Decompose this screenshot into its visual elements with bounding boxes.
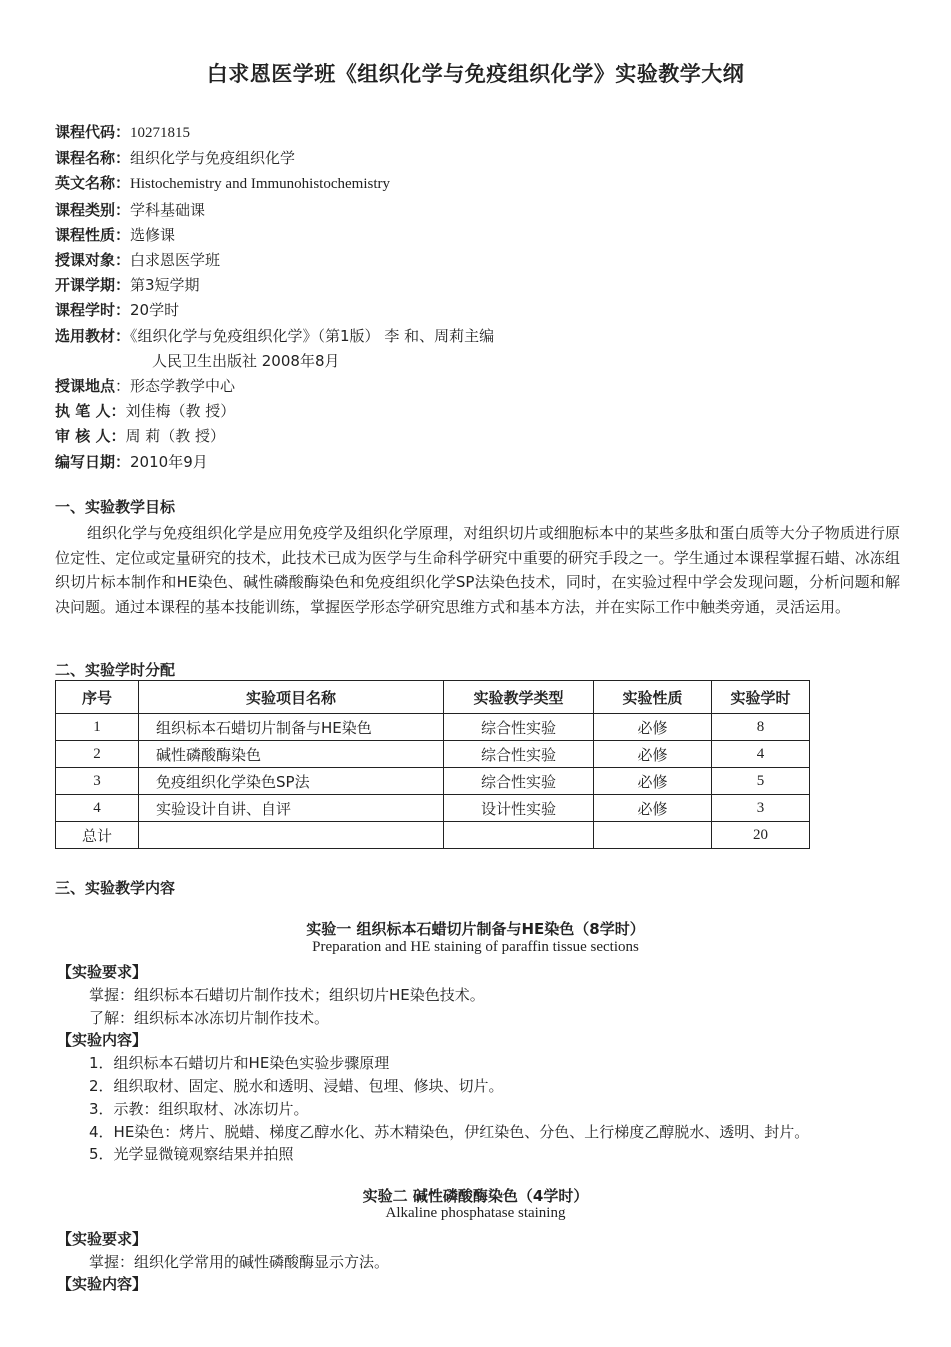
info-row-publisher: 人民卫生出版社 2008年8月 [152, 351, 340, 370]
cell-total-label: 总计 [56, 822, 139, 849]
cell-project: 碱性磷酸酶染色 [139, 741, 444, 768]
info-row-audience: 授课对象：白求恩医学班 [55, 251, 221, 270]
cell-total-hours: 20 [712, 822, 810, 849]
experiment-1-title: 实验一 组织标本石蜡切片制备与HE染色（8学时） [306, 920, 645, 938]
experiment-1-subtitle: Preparation and HE staining of paraffin tissue sections [312, 939, 639, 955]
table-row [56, 741, 810, 768]
section-heading-objectives: 一、实验教学目标 [55, 498, 176, 516]
cell-nature: 必修 [594, 741, 712, 768]
info-row-code: 课程代码：10271815 [55, 123, 191, 141]
info-row-location: 授课地点：形态学教学中心 [55, 377, 236, 396]
col-header: 实验学时 [712, 681, 810, 714]
experiment-1-content-item: 1．组织标本石蜡切片和HE染色实验步骤原理 [89, 1054, 390, 1072]
experiment-2-content-label: 【实验内容】 [57, 1275, 148, 1293]
cell-index: 2 [56, 741, 139, 768]
experiment-1-requirement: 掌握：组织标本石蜡切片制作技术；组织切片HE染色技术。 [89, 986, 485, 1004]
experiment-2-subtitle: Alkaline phosphatase staining [385, 1205, 566, 1221]
cell-type: 综合性实验 [444, 741, 594, 768]
cell-index: 3 [56, 768, 139, 795]
info-row-author: 执 笔 人：刘佳梅（教 授） [55, 402, 236, 421]
cell-project: 组织标本石蜡切片制备与HE染色 [139, 714, 444, 741]
cell-type: 综合性实验 [444, 714, 594, 741]
experiment-1-content-item: 2．组织取材、固定、脱水和透明、浸蜡、包埋、修块、切片。 [89, 1077, 504, 1095]
info-row-nature: 课程性质：选修课 [55, 225, 176, 244]
document-title: 白求恩医学班《组织化学与免疫组织化学》实验教学大纲 [206, 62, 745, 86]
info-row-reviewer: 审 核 人：周 莉（教 授） [55, 427, 225, 446]
table-header-row [56, 681, 810, 714]
objectives-paragraph: 组织化学与免疫组织化学是应用免疫学及组织化学原理，对组织切片或细胞标本中的某些多肽和蛋白质等大分子物质进行原位定性、定位或定量研究的技术，此技术已成为医学与生命科学研究中重要的研究手段之一。学生通过本课程掌握石蜡、冰冻组织切片标本制作和HE染色、碱性磷酸酶染色和免疫组织化学SP法染色技术，同时，在实验过程中学会发现问题，分析问题和解决问题。通过本课程的基本技能训练，掌握医学形态学研究思维方式和基本方法，并在实际工作中触类旁通，灵活运用。 [55, 524, 900, 616]
cell-hours: 4 [712, 741, 810, 768]
experiment-2-requirements-label: 【实验要求】 [57, 1230, 148, 1248]
info-row-date: 编写日期：2010年9月 [55, 452, 208, 471]
table-row [56, 768, 810, 795]
section-heading-content: 三、实验教学内容 [55, 879, 176, 897]
cell-nature: 必修 [594, 768, 712, 795]
info-row-textbook: 选用教材：《组织化学与免疫组织化学》（第1版） 李 和、周莉主编 [55, 326, 495, 345]
info-row-hours: 课程学时：20学时 [55, 301, 180, 320]
cell-nature: 必修 [594, 795, 712, 822]
section-heading-hours: 二、实验学时分配 [55, 661, 176, 679]
cell-hours: 3 [712, 795, 810, 822]
cell-hours: 8 [712, 714, 810, 741]
experiment-1-content-item: 5．光学显微镜观察结果并拍照 [89, 1145, 294, 1163]
col-header: 实验性质 [594, 681, 712, 714]
info-row-category: 课程类别：学科基础课 [55, 200, 206, 219]
table-total-row [56, 822, 810, 849]
experiment-2-title: 实验二 碱性磷酸酶染色（4学时） [362, 1187, 589, 1205]
cell-type: 设计性实验 [444, 795, 594, 822]
cell-empty [139, 822, 444, 849]
experiment-1-content-label: 【实验内容】 [57, 1031, 148, 1049]
col-header: 序号 [56, 681, 139, 714]
experiment-2-requirement: 掌握：组织化学常用的碱性磷酸酶显示方法。 [89, 1253, 390, 1271]
cell-nature: 必修 [594, 714, 712, 741]
cell-hours: 5 [712, 768, 810, 795]
table-row [56, 795, 810, 822]
course-info [55, 120, 494, 475]
cell-project: 免疫组织化学染色SP法 [139, 768, 444, 795]
experiment-1-content-item: 3．示教：组织取材、冰冻切片。 [89, 1100, 309, 1118]
cell-empty [444, 822, 594, 849]
hours-table [55, 680, 810, 849]
info-row-semester: 开课学期：第3短学期 [55, 276, 200, 295]
col-header: 实验教学类型 [444, 681, 594, 714]
cell-type: 综合性实验 [444, 768, 594, 795]
experiment-1-content-item: 4．HE染色：烤片、脱蜡、梯度乙醇水化、苏木精染色，伊红染色、分色、上行梯度乙醇脱水、透明、封片。 [89, 1123, 810, 1141]
table-row [56, 714, 810, 741]
cell-index: 1 [56, 714, 139, 741]
info-row-name: 课程名称：组织化学与免疫组织化学 [55, 149, 296, 168]
col-header: 实验项目名称 [139, 681, 444, 714]
cell-index: 4 [56, 795, 139, 822]
cell-project: 实验设计自讲、自评 [139, 795, 444, 822]
cell-empty [594, 822, 712, 849]
experiment-1-requirement: 了解：组织标本冰冻切片制作技术。 [89, 1009, 330, 1027]
info-row-english-name: 英文名称：Histochemistry and Immunohistochemistry [55, 174, 390, 193]
experiment-1-requirements-label: 【实验要求】 [57, 963, 148, 981]
